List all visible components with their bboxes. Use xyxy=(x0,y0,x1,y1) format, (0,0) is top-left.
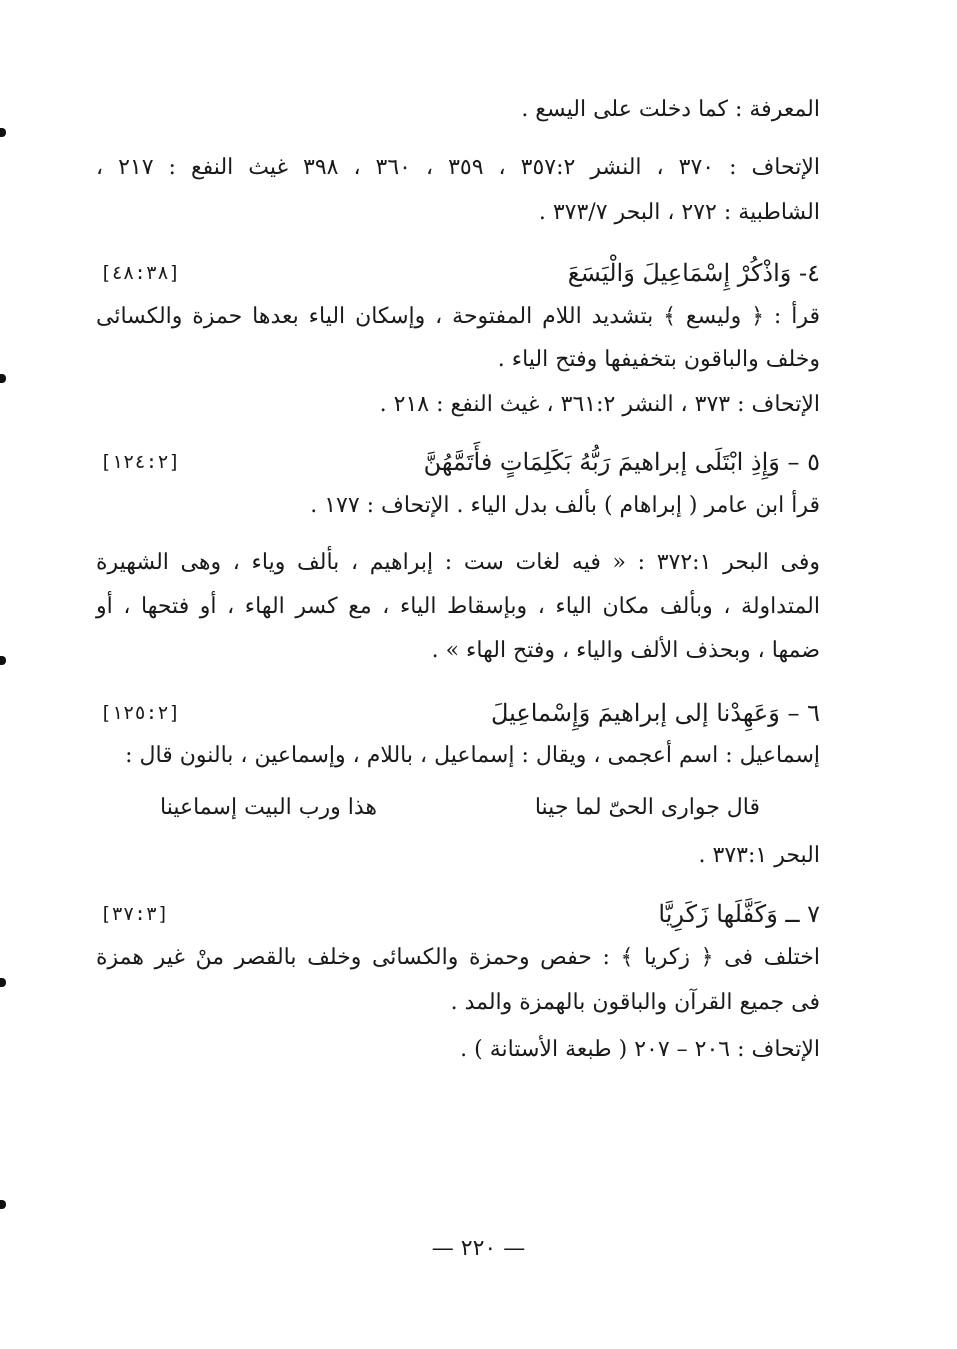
text-line: ضمها ، وبحذف الألف والياء ، وفتح الهاء » . xyxy=(431,638,820,663)
page-number: — ٢٢٠ — xyxy=(431,1236,526,1261)
text-line: وخلف والباقون بتخفيفها وفتح الياء . xyxy=(497,347,820,372)
poem-verse xyxy=(160,795,760,827)
text-line: الإتحاف : ٣٧٣ ، النشر ٣٦١:٢ ، غيث النفع : ٢١٨ . xyxy=(379,392,820,417)
text-line: الإتحاف : ٣٧٠ ، النشر ٣٥٧:٢ ، ٣٥٩ ، ٣٦٠ ، ٣٩٨ غيث النفع : ٢١٧ ، xyxy=(96,155,820,180)
scan-mark xyxy=(0,128,6,137)
text-line: المعرفة : كما دخلت على اليسع . xyxy=(521,97,820,122)
text-line: إسماعيل : اسم أعجمى ، ويقال : إسماعيل ، باللام ، وإسماعين ، بالنون قال : xyxy=(125,743,820,768)
verse-reference: [١٢٥:٢] xyxy=(100,702,181,724)
text-line: المتداولة ، وبألف مكان الياء ، وبإسقاط الياء ، مع كسر الهاء ، أو فتحها ، أو xyxy=(96,594,820,619)
text-line: اختلف فى ﴿ زكريا ﴾ : حفص وحمزة والكسائى وخلف بالقصر منْ غير همزة xyxy=(96,945,820,970)
entry-heading xyxy=(96,447,820,479)
verse-reference: [٤٨:٣٨] xyxy=(100,262,181,284)
text-line: قرأ : ﴿ وليسع ﴾ بتشديد اللام المفتوحة ، وإسكان الياء بعدها حمزة والكسائى xyxy=(96,304,820,329)
scan-mark xyxy=(0,1200,6,1209)
text-line: وفى البحر ٣٧٢:١ : « فيه لغات ست : إبراهيم ، بألف وياء ، وهى الشهيرة xyxy=(96,550,820,575)
scan-mark xyxy=(0,656,6,665)
verse-text: ٥ – وَإِذِ ابْتَلَى إبراهيمَ رَبُّهُ بَكَلِمَاتٍ فأَتَمَّهُنَّ xyxy=(423,448,820,476)
verse-text: ٤- وَاذْكُرْ إِسْمَاعِيلَ وَالْيَسَعَ xyxy=(567,259,820,287)
verse-text: ٦ – وَعَهِدْنا إلى إبراهيمَ وَإِسْماعِيلَ xyxy=(490,699,820,727)
poem-hemistich-second: هذا ورب البيت إسماعينا xyxy=(160,795,377,820)
entry-heading xyxy=(96,899,820,931)
scan-mark xyxy=(0,978,6,987)
verse-reference: [٣٧:٣] xyxy=(100,903,169,925)
text-line: فى جميع القرآن والباقون بالهمزة والمد . xyxy=(450,990,820,1015)
poem-hemistich-first: قال جوارى الحىّ لما جينا xyxy=(534,795,760,820)
verse-text: ٧ ــ وَكَفَّلَها زَكَرِيَّا xyxy=(658,900,820,928)
text-line: الإتحاف : ٢٠٦ – ٢٠٧ ( طبعة الأستانة ) . xyxy=(460,1037,820,1062)
scan-mark xyxy=(0,374,6,383)
entry-heading xyxy=(96,258,820,290)
text-line: البحر ٣٧٣:١ . xyxy=(698,843,820,868)
verse-reference: [١٢٤:٢] xyxy=(100,451,181,473)
text-line: قرأ ابن عامر ( إبراهام ) بألف بدل الياء . الإتحاف : ١٧٧ . xyxy=(310,493,820,518)
entry-heading xyxy=(96,698,820,730)
text-line: الشاطبية : ٢٧٢ ، البحر ٣٧٣/٧ . xyxy=(538,200,820,225)
